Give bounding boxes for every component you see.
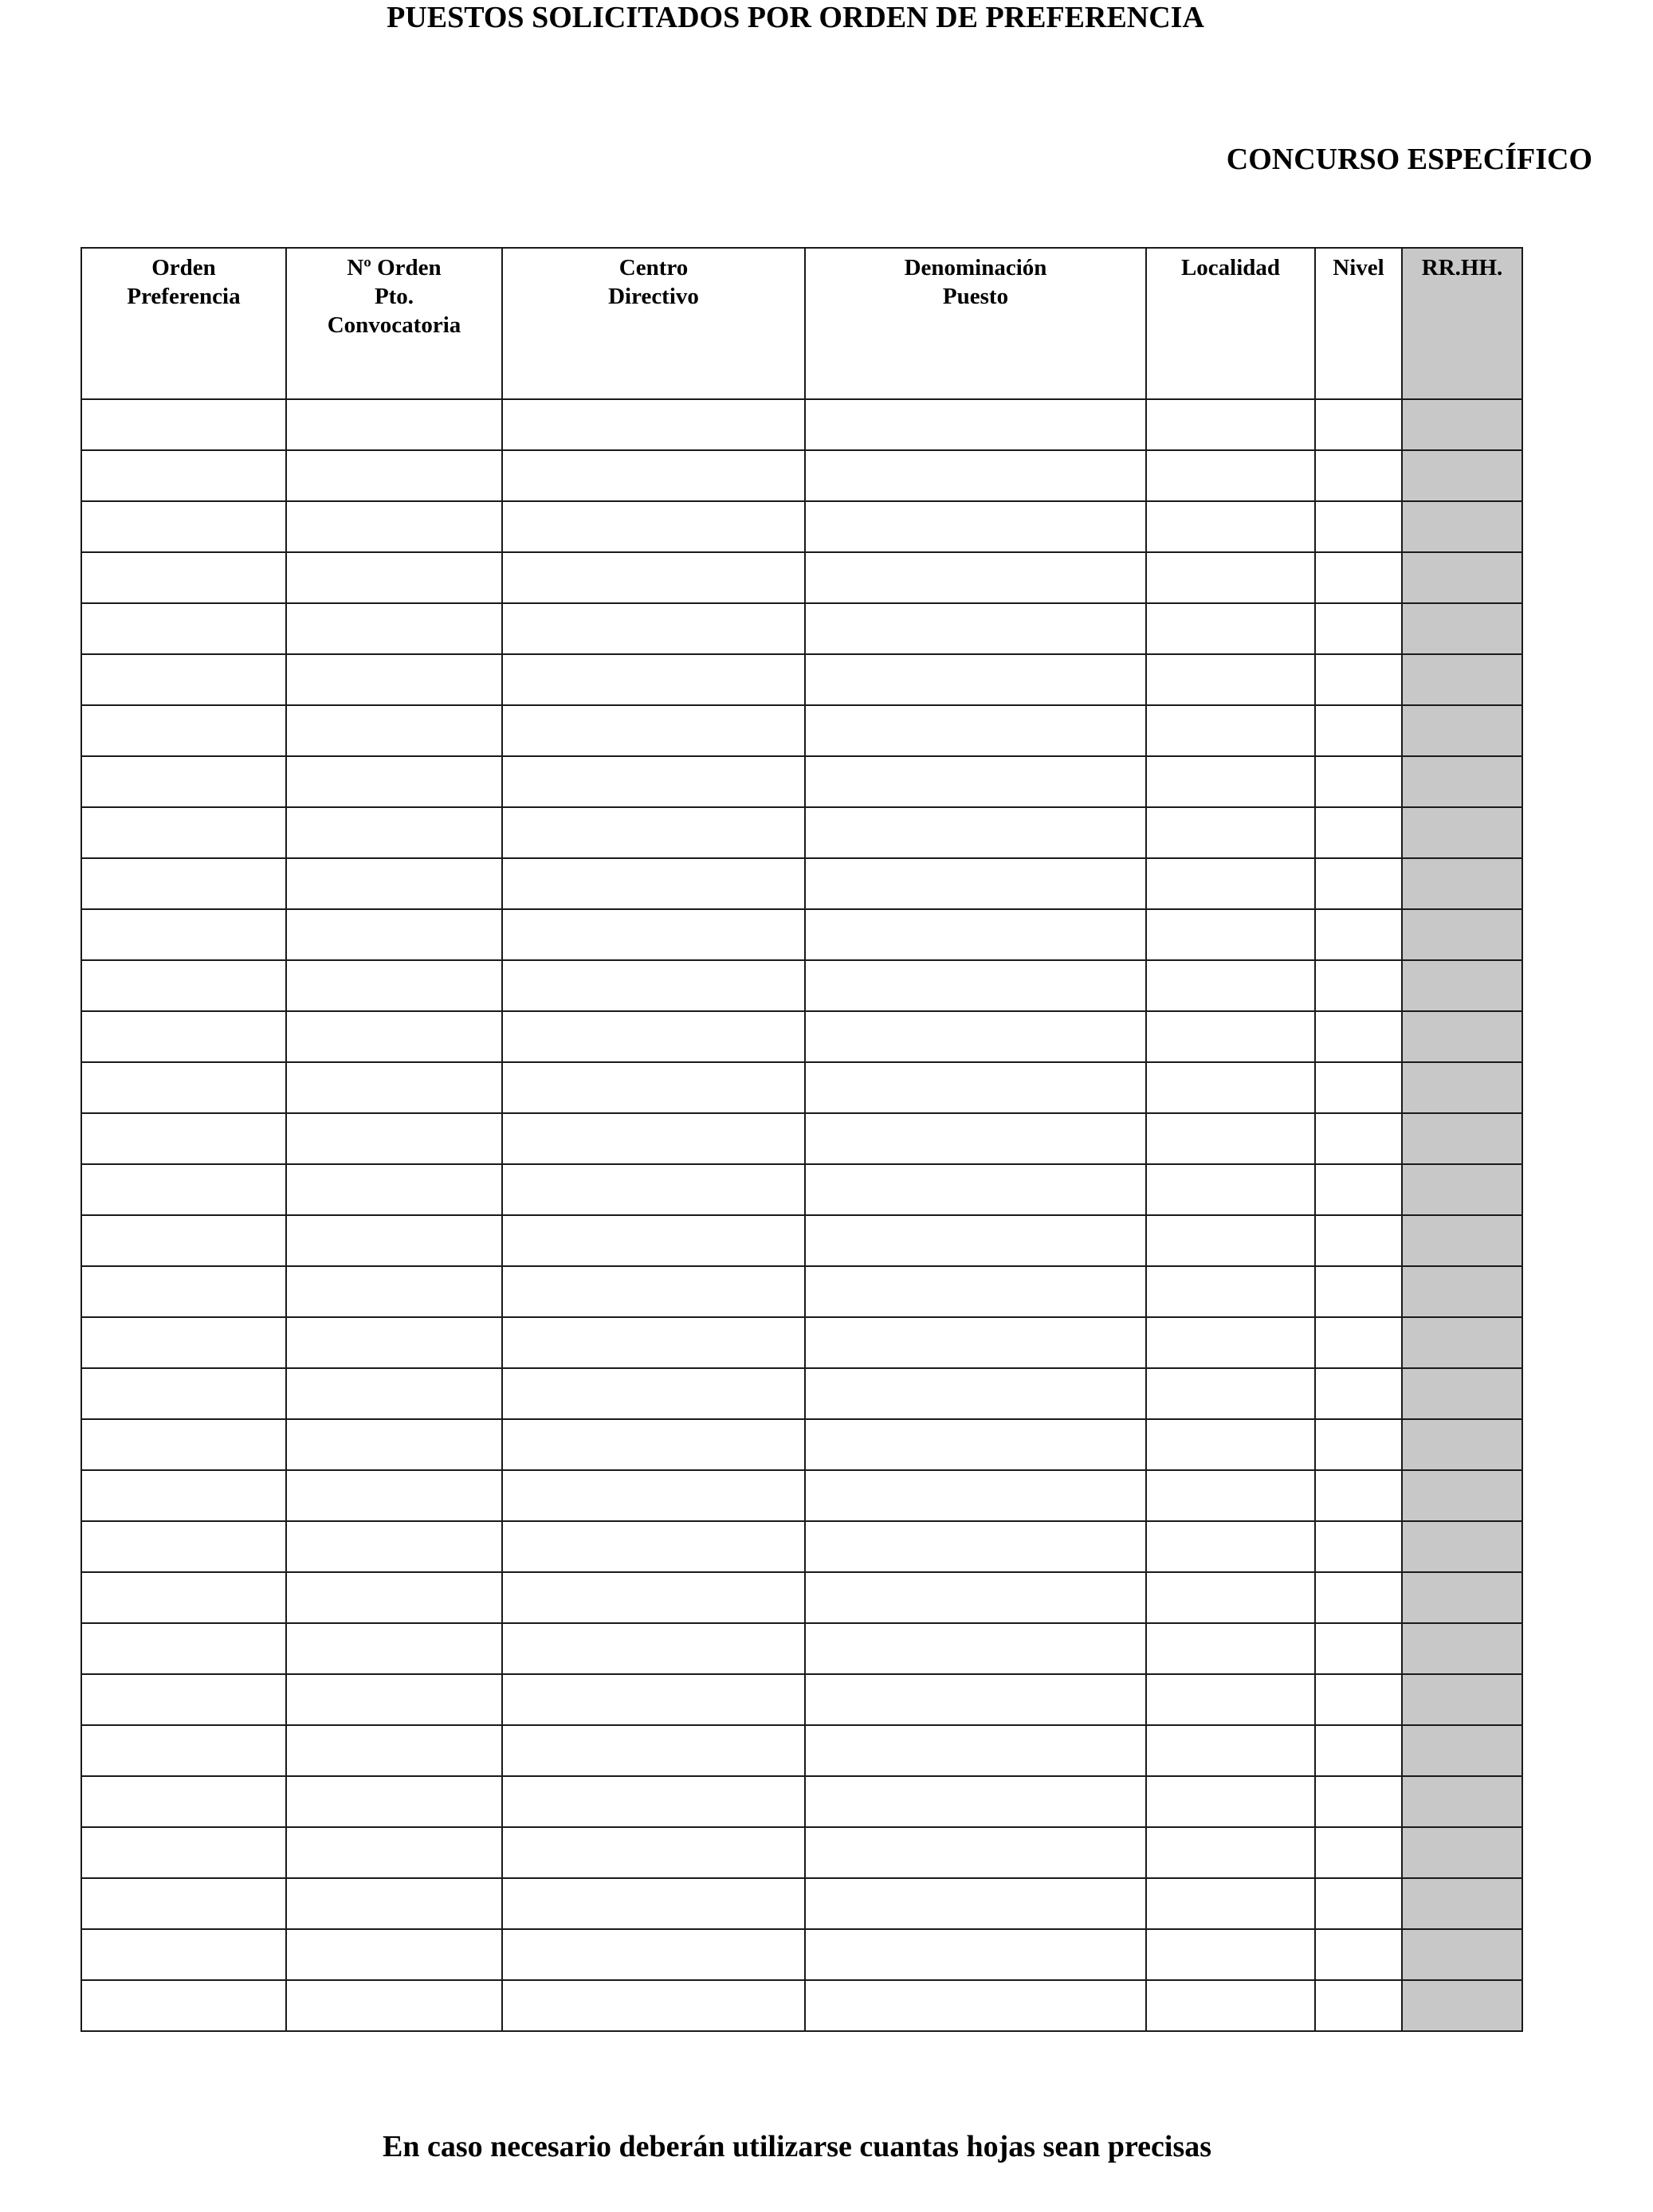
cell-orden-preferencia[interactable] (81, 705, 286, 756)
cell-centro-directivo[interactable] (502, 1674, 805, 1725)
cell-localidad[interactable] (1146, 1113, 1315, 1164)
cell-rrhh (1402, 756, 1522, 807)
cell-localidad[interactable] (1146, 450, 1315, 501)
cell-numero-orden[interactable] (286, 1776, 502, 1827)
cell-nivel[interactable] (1315, 552, 1402, 603)
cell-rrhh (1402, 858, 1522, 909)
cell-localidad[interactable] (1146, 1725, 1315, 1776)
cell-localidad[interactable] (1146, 807, 1315, 858)
cell-orden-preferencia[interactable] (81, 1470, 286, 1521)
table-row (81, 1011, 1522, 1062)
cell-localidad[interactable] (1146, 1368, 1315, 1419)
cell-centro-directivo[interactable] (502, 1215, 805, 1266)
table-row (81, 552, 1522, 603)
table-row (81, 501, 1522, 552)
table-row (81, 603, 1522, 654)
cell-orden-preferencia[interactable] (81, 1572, 286, 1623)
cell-denominacion-puesto[interactable] (805, 1011, 1146, 1062)
table-row (81, 705, 1522, 756)
cell-nivel[interactable] (1315, 1725, 1402, 1776)
table-row (81, 1317, 1522, 1368)
cell-orden-preferencia[interactable] (81, 1827, 286, 1878)
cell-denominacion-puesto[interactable] (805, 399, 1146, 450)
table-row (81, 1572, 1522, 1623)
cell-rrhh (1402, 1929, 1522, 1980)
table-row (81, 1368, 1522, 1419)
cell-localidad[interactable] (1146, 1572, 1315, 1623)
cell-rrhh (1402, 1266, 1522, 1317)
cell-localidad[interactable] (1146, 1215, 1315, 1266)
cell-localidad[interactable] (1146, 399, 1315, 450)
cell-numero-orden[interactable] (286, 909, 502, 960)
cell-numero-orden[interactable] (286, 1827, 502, 1878)
cell-denominacion-puesto[interactable] (805, 1674, 1146, 1725)
table-row (81, 399, 1522, 450)
cell-nivel[interactable] (1315, 1980, 1402, 2031)
cell-numero-orden[interactable] (286, 1368, 502, 1419)
cell-localidad[interactable] (1146, 552, 1315, 603)
cell-localidad[interactable] (1146, 756, 1315, 807)
cell-denominacion-puesto[interactable] (805, 1368, 1146, 1419)
cell-centro-directivo[interactable] (502, 807, 805, 858)
cell-rrhh (1402, 399, 1522, 450)
column-header-orden-preferencia: Orden Preferencia (81, 248, 286, 399)
cell-numero-orden[interactable] (286, 501, 502, 552)
cell-orden-preferencia[interactable] (81, 1011, 286, 1062)
cell-numero-orden[interactable] (286, 1929, 502, 1980)
cell-nivel[interactable] (1315, 1368, 1402, 1419)
cell-localidad[interactable] (1146, 960, 1315, 1011)
cell-numero-orden[interactable] (286, 1164, 502, 1215)
table-row (81, 1623, 1522, 1674)
cell-numero-orden[interactable] (286, 756, 502, 807)
cell-rrhh (1402, 1980, 1522, 2031)
table-row (81, 1725, 1522, 1776)
cell-nivel[interactable] (1315, 1266, 1402, 1317)
cell-numero-orden[interactable] (286, 1215, 502, 1266)
cell-localidad[interactable] (1146, 1062, 1315, 1113)
cell-localidad[interactable] (1146, 603, 1315, 654)
cell-centro-directivo[interactable] (502, 756, 805, 807)
cell-nivel[interactable] (1315, 1521, 1402, 1572)
cell-orden-preferencia[interactable] (81, 450, 286, 501)
cell-numero-orden[interactable] (286, 705, 502, 756)
cell-localidad[interactable] (1146, 1317, 1315, 1368)
cell-numero-orden[interactable] (286, 1266, 502, 1317)
table-row (81, 1419, 1522, 1470)
cell-denominacion-puesto[interactable] (805, 1470, 1146, 1521)
cell-rrhh (1402, 552, 1522, 603)
cell-orden-preferencia[interactable] (81, 1062, 286, 1113)
cell-localidad[interactable] (1146, 1164, 1315, 1215)
table-row (81, 1521, 1522, 1572)
cell-localidad[interactable] (1146, 1674, 1315, 1725)
cell-localidad[interactable] (1146, 501, 1315, 552)
cell-denominacion-puesto[interactable] (805, 1980, 1146, 2031)
footer-note: En caso necesario deberán utilizarse cuantas hojas sean precisas (382, 2130, 1212, 2163)
table-row (81, 909, 1522, 960)
cell-denominacion-puesto[interactable] (805, 1827, 1146, 1878)
cell-centro-directivo[interactable] (502, 1368, 805, 1419)
cell-orden-preferencia[interactable] (81, 1266, 286, 1317)
cell-denominacion-puesto[interactable] (805, 756, 1146, 807)
cell-nivel[interactable] (1315, 960, 1402, 1011)
cell-numero-orden[interactable] (286, 1878, 502, 1929)
column-header-centro-directivo: Centro Directivo (502, 248, 805, 399)
cell-centro-directivo[interactable] (502, 1062, 805, 1113)
table-row (81, 1878, 1522, 1929)
cell-localidad[interactable] (1146, 1827, 1315, 1878)
cell-centro-directivo[interactable] (502, 1266, 805, 1317)
cell-nivel[interactable] (1315, 603, 1402, 654)
cell-numero-orden[interactable] (286, 1623, 502, 1674)
column-header-localidad: Localidad (1146, 248, 1315, 399)
cell-denominacion-puesto[interactable] (805, 1062, 1146, 1113)
cell-orden-preferencia[interactable] (81, 603, 286, 654)
cell-nivel[interactable] (1315, 1827, 1402, 1878)
cell-rrhh (1402, 603, 1522, 654)
cell-denominacion-puesto[interactable] (805, 1164, 1146, 1215)
cell-numero-orden[interactable] (286, 450, 502, 501)
cell-rrhh (1402, 1113, 1522, 1164)
cell-centro-directivo[interactable] (502, 1521, 805, 1572)
cell-rrhh (1402, 909, 1522, 960)
cell-nivel[interactable] (1315, 756, 1402, 807)
cell-orden-preferencia[interactable] (81, 858, 286, 909)
cell-nivel[interactable] (1315, 1164, 1402, 1215)
cell-nivel[interactable] (1315, 1623, 1402, 1674)
table-row (81, 1929, 1522, 1980)
cell-centro-directivo[interactable] (502, 1419, 805, 1470)
cell-centro-directivo[interactable] (502, 1470, 805, 1521)
cell-nivel[interactable] (1315, 1113, 1402, 1164)
cell-denominacion-puesto[interactable] (805, 1266, 1146, 1317)
cell-denominacion-puesto[interactable] (805, 1215, 1146, 1266)
cell-centro-directivo[interactable] (502, 450, 805, 501)
table-row (81, 1980, 1522, 2031)
cell-orden-preferencia[interactable] (81, 399, 286, 450)
cell-orden-preferencia[interactable] (81, 1776, 286, 1827)
cell-nivel[interactable] (1315, 1419, 1402, 1470)
cell-localidad[interactable] (1146, 1011, 1315, 1062)
cell-denominacion-puesto[interactable] (805, 1113, 1146, 1164)
cell-denominacion-puesto[interactable] (805, 603, 1146, 654)
cell-centro-directivo[interactable] (502, 552, 805, 603)
cell-numero-orden[interactable] (286, 1062, 502, 1113)
cell-denominacion-puesto[interactable] (805, 552, 1146, 603)
cell-orden-preferencia[interactable] (81, 807, 286, 858)
cell-nivel[interactable] (1315, 1470, 1402, 1521)
table-row (81, 1062, 1522, 1113)
cell-numero-orden[interactable] (286, 603, 502, 654)
table-row (81, 858, 1522, 909)
cell-centro-directivo[interactable] (502, 399, 805, 450)
cell-denominacion-puesto[interactable] (805, 1623, 1146, 1674)
cell-denominacion-puesto[interactable] (805, 705, 1146, 756)
table-row (81, 1776, 1522, 1827)
cell-centro-directivo[interactable] (502, 603, 805, 654)
cell-rrhh (1402, 1674, 1522, 1725)
cell-localidad[interactable] (1146, 1878, 1315, 1929)
table-body (81, 399, 1522, 2031)
cell-rrhh (1402, 1419, 1522, 1470)
cell-nivel[interactable] (1315, 501, 1402, 552)
cell-orden-preferencia[interactable] (81, 1725, 286, 1776)
cell-denominacion-puesto[interactable] (805, 501, 1146, 552)
column-header-numero-orden: Nº Orden Pto. Convocatoria (286, 248, 502, 399)
page-subtitle: CONCURSO ESPECÍFICO (1226, 143, 1592, 176)
cell-centro-directivo[interactable] (502, 1623, 805, 1674)
cell-nivel[interactable] (1315, 1776, 1402, 1827)
cell-centro-directivo[interactable] (502, 1011, 805, 1062)
cell-orden-preferencia[interactable] (81, 1878, 286, 1929)
cell-rrhh (1402, 705, 1522, 756)
cell-nivel[interactable] (1315, 1011, 1402, 1062)
cell-orden-preferencia[interactable] (81, 654, 286, 705)
cell-orden-preferencia[interactable] (81, 1317, 286, 1368)
table-row (81, 450, 1522, 501)
cell-rrhh (1402, 1827, 1522, 1878)
cell-centro-directivo[interactable] (502, 960, 805, 1011)
cell-denominacion-puesto[interactable] (805, 1419, 1146, 1470)
cell-centro-directivo[interactable] (502, 705, 805, 756)
cell-denominacion-puesto[interactable] (805, 858, 1146, 909)
cell-localidad[interactable] (1146, 909, 1315, 960)
table-row (81, 756, 1522, 807)
cell-nivel[interactable] (1315, 909, 1402, 960)
cell-numero-orden[interactable] (286, 1725, 502, 1776)
cell-nivel[interactable] (1315, 1215, 1402, 1266)
cell-numero-orden[interactable] (286, 654, 502, 705)
cell-localidad[interactable] (1146, 1470, 1315, 1521)
cell-centro-directivo[interactable] (502, 1725, 805, 1776)
cell-nivel[interactable] (1315, 1878, 1402, 1929)
table-row (81, 654, 1522, 705)
cell-centro-directivo[interactable] (502, 1317, 805, 1368)
cell-nivel[interactable] (1315, 1062, 1402, 1113)
cell-centro-directivo[interactable] (502, 654, 805, 705)
cell-numero-orden[interactable] (286, 1572, 502, 1623)
cell-denominacion-puesto[interactable] (805, 909, 1146, 960)
cell-numero-orden[interactable] (286, 1011, 502, 1062)
cell-numero-orden[interactable] (286, 1113, 502, 1164)
cell-orden-preferencia[interactable] (81, 552, 286, 603)
cell-rrhh (1402, 1368, 1522, 1419)
cell-nivel[interactable] (1315, 1317, 1402, 1368)
column-header-denominacion-puesto: Denominación Puesto (805, 248, 1146, 399)
cell-denominacion-puesto[interactable] (805, 450, 1146, 501)
table-header-row (81, 248, 1522, 399)
cell-orden-preferencia[interactable] (81, 909, 286, 960)
table-row (81, 960, 1522, 1011)
cell-rrhh (1402, 1470, 1522, 1521)
cell-orden-preferencia[interactable] (81, 501, 286, 552)
cell-nivel[interactable] (1315, 654, 1402, 705)
cell-nivel[interactable] (1315, 1572, 1402, 1623)
table-row (81, 1113, 1522, 1164)
cell-rrhh (1402, 501, 1522, 552)
cell-orden-preferencia[interactable] (81, 1521, 286, 1572)
column-header-rrhh: RR.HH. (1402, 248, 1522, 399)
cell-localidad[interactable] (1146, 705, 1315, 756)
cell-rrhh (1402, 1521, 1522, 1572)
cell-rrhh (1402, 1623, 1522, 1674)
table-row (81, 1674, 1522, 1725)
cell-rrhh (1402, 450, 1522, 501)
cell-orden-preferencia[interactable] (81, 1674, 286, 1725)
table-row (81, 1470, 1522, 1521)
cell-centro-directivo[interactable] (502, 1776, 805, 1827)
cell-centro-directivo[interactable] (502, 1827, 805, 1878)
cell-centro-directivo[interactable] (502, 1929, 805, 1980)
cell-rrhh (1402, 1215, 1522, 1266)
cell-rrhh (1402, 1011, 1522, 1062)
cell-orden-preferencia[interactable] (81, 756, 286, 807)
cell-numero-orden[interactable] (286, 1674, 502, 1725)
cell-numero-orden[interactable] (286, 1470, 502, 1521)
cell-centro-directivo[interactable] (502, 909, 805, 960)
cell-denominacion-puesto[interactable] (805, 960, 1146, 1011)
cell-orden-preferencia[interactable] (81, 960, 286, 1011)
cell-orden-preferencia[interactable] (81, 1419, 286, 1470)
cell-rrhh (1402, 1164, 1522, 1215)
cell-nivel[interactable] (1315, 858, 1402, 909)
cell-denominacion-puesto[interactable] (805, 654, 1146, 705)
cell-denominacion-puesto[interactable] (805, 1521, 1146, 1572)
cell-orden-preferencia[interactable] (81, 1980, 286, 2031)
cell-nivel[interactable] (1315, 807, 1402, 858)
cell-orden-preferencia[interactable] (81, 1164, 286, 1215)
cell-numero-orden[interactable] (286, 1521, 502, 1572)
cell-numero-orden[interactable] (286, 807, 502, 858)
cell-orden-preferencia[interactable] (81, 1215, 286, 1266)
cell-centro-directivo[interactable] (502, 1164, 805, 1215)
cell-nivel[interactable] (1315, 399, 1402, 450)
cell-orden-preferencia[interactable] (81, 1113, 286, 1164)
page-title: PUESTOS SOLICITADOS POR ORDEN DE PREFERENCIA (387, 1, 1204, 34)
cell-centro-directivo[interactable] (502, 501, 805, 552)
cell-rrhh (1402, 654, 1522, 705)
cell-orden-preferencia[interactable] (81, 1368, 286, 1419)
cell-rrhh (1402, 1725, 1522, 1776)
cell-localidad[interactable] (1146, 654, 1315, 705)
cell-localidad[interactable] (1146, 1266, 1315, 1317)
cell-numero-orden[interactable] (286, 399, 502, 450)
cell-numero-orden[interactable] (286, 1419, 502, 1470)
cell-rrhh (1402, 807, 1522, 858)
table-row (81, 1215, 1522, 1266)
cell-numero-orden[interactable] (286, 960, 502, 1011)
cell-rrhh (1402, 1062, 1522, 1113)
cell-localidad[interactable] (1146, 1929, 1315, 1980)
cell-orden-preferencia[interactable] (81, 1929, 286, 1980)
cell-centro-directivo[interactable] (502, 1980, 805, 2031)
cell-localidad[interactable] (1146, 1980, 1315, 2031)
cell-rrhh (1402, 960, 1522, 1011)
cell-centro-directivo[interactable] (502, 858, 805, 909)
cell-nivel[interactable] (1315, 450, 1402, 501)
cell-rrhh (1402, 1572, 1522, 1623)
cell-rrhh (1402, 1776, 1522, 1827)
cell-denominacion-puesto[interactable] (805, 1572, 1146, 1623)
table-row (81, 1827, 1522, 1878)
cell-orden-preferencia[interactable] (81, 1623, 286, 1674)
cell-nivel[interactable] (1315, 1674, 1402, 1725)
cell-nivel[interactable] (1315, 1929, 1402, 1980)
cell-numero-orden[interactable] (286, 1317, 502, 1368)
cell-denominacion-puesto[interactable] (805, 1776, 1146, 1827)
cell-denominacion-puesto[interactable] (805, 1317, 1146, 1368)
column-header-nivel: Nivel (1315, 248, 1402, 399)
table-row (81, 1164, 1522, 1215)
cell-numero-orden[interactable] (286, 858, 502, 909)
table-row (81, 1266, 1522, 1317)
cell-localidad[interactable] (1146, 1521, 1315, 1572)
table-row (81, 807, 1522, 858)
cell-centro-directivo[interactable] (502, 1572, 805, 1623)
cell-numero-orden[interactable] (286, 1980, 502, 2031)
cell-centro-directivo[interactable] (502, 1878, 805, 1929)
cell-denominacion-puesto[interactable] (805, 1878, 1146, 1929)
cell-denominacion-puesto[interactable] (805, 1725, 1146, 1776)
cell-localidad[interactable] (1146, 858, 1315, 909)
cell-centro-directivo[interactable] (502, 1113, 805, 1164)
cell-localidad[interactable] (1146, 1776, 1315, 1827)
cell-rrhh (1402, 1878, 1522, 1929)
cell-numero-orden[interactable] (286, 552, 502, 603)
cell-rrhh (1402, 1317, 1522, 1368)
cell-localidad[interactable] (1146, 1419, 1315, 1470)
cell-nivel[interactable] (1315, 705, 1402, 756)
positions-table (80, 247, 1523, 2032)
cell-denominacion-puesto[interactable] (805, 1929, 1146, 1980)
cell-denominacion-puesto[interactable] (805, 807, 1146, 858)
cell-localidad[interactable] (1146, 1623, 1315, 1674)
